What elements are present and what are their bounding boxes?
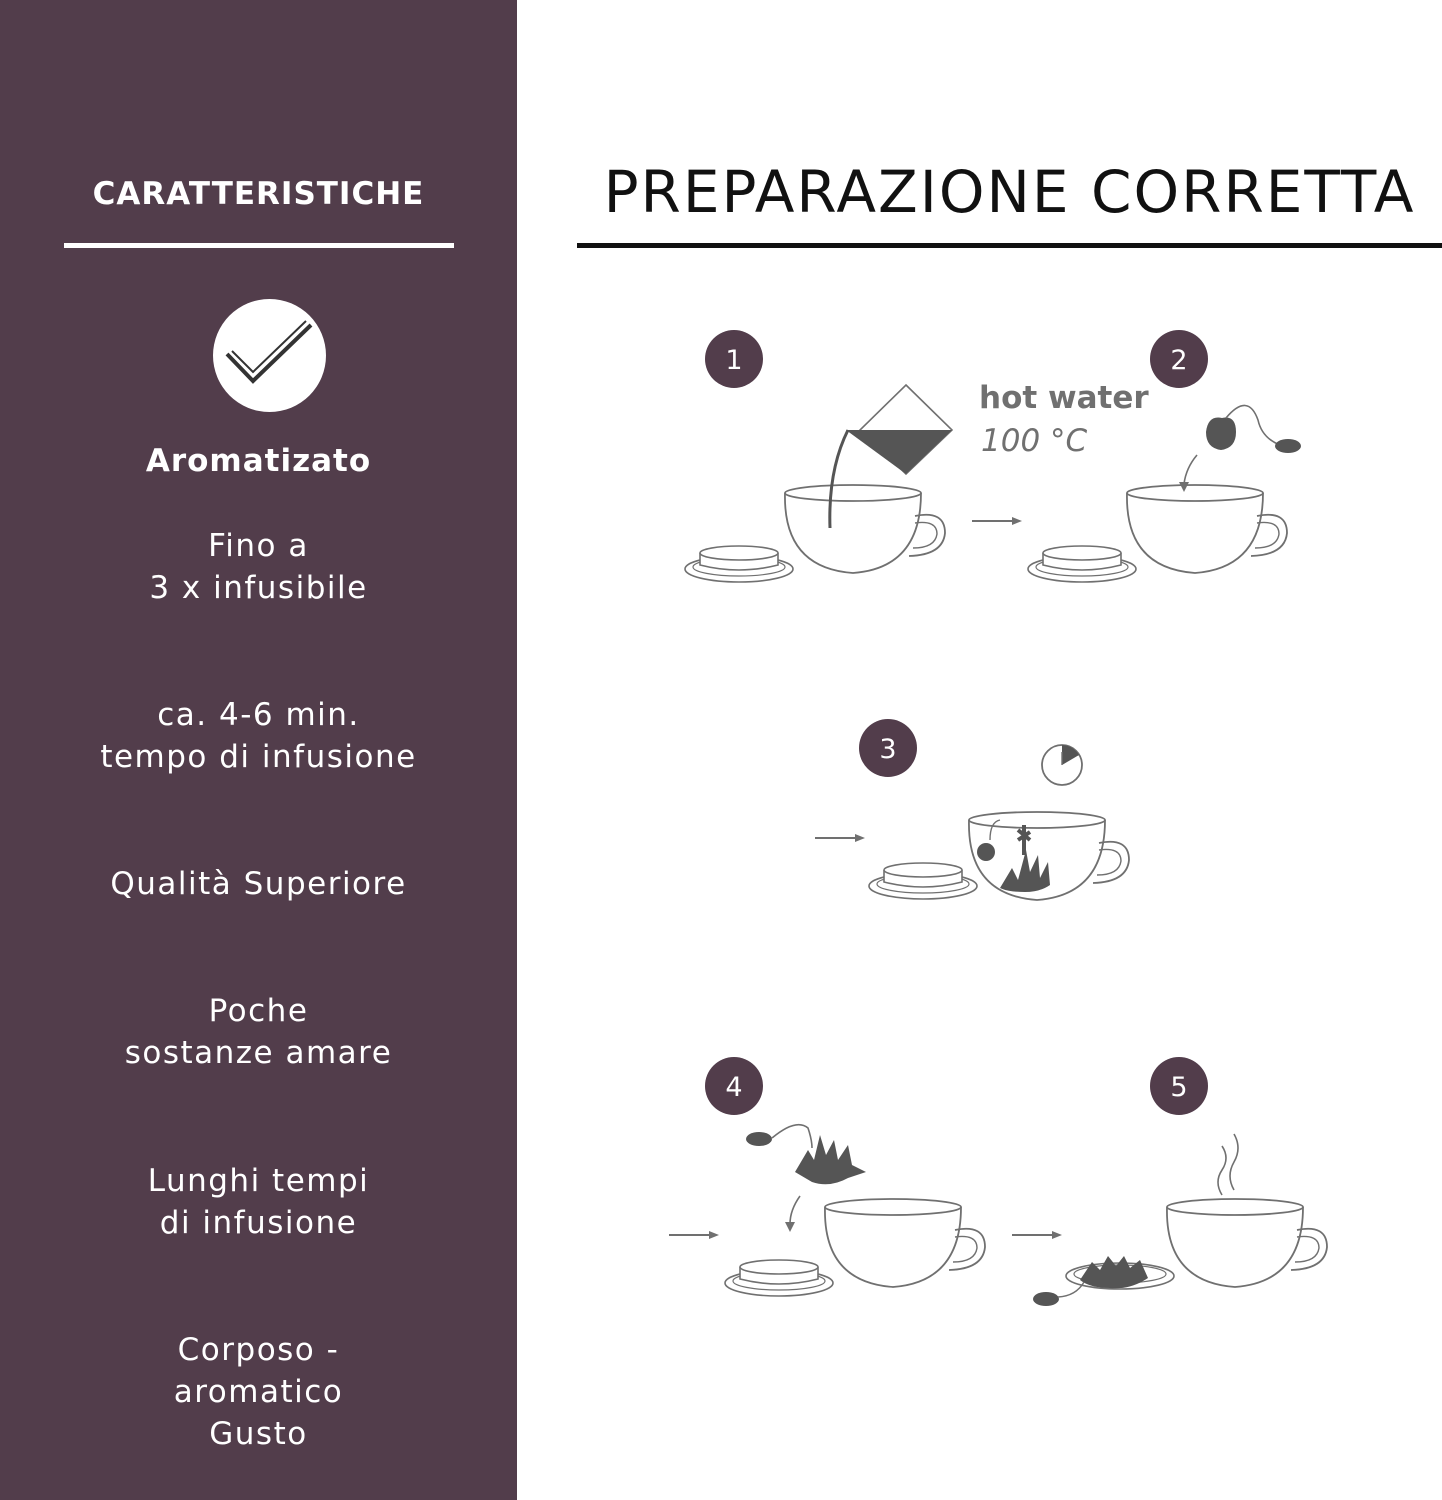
feature-line: di infusione bbox=[159, 1205, 358, 1241]
cup-icon bbox=[785, 485, 945, 573]
step-number: 2 bbox=[1170, 345, 1188, 376]
feature-line: ca. 4-6 min. bbox=[157, 697, 360, 733]
timer-icon bbox=[1042, 745, 1082, 785]
arrow-icon bbox=[1179, 455, 1197, 492]
saucer-icon bbox=[685, 546, 793, 582]
arrow-icon bbox=[669, 1231, 719, 1239]
saucer-icon bbox=[725, 1260, 833, 1296]
cup-icon bbox=[825, 1199, 985, 1287]
step-badge-1 bbox=[705, 330, 763, 388]
feature-line: Lunghi tempi bbox=[147, 1163, 370, 1199]
steam-icon bbox=[1218, 1134, 1238, 1195]
step-number: 3 bbox=[879, 734, 897, 765]
sidebar-title: CARATTERISTICHE bbox=[92, 176, 425, 212]
feature-line: Poche bbox=[208, 993, 309, 1029]
flower-tea-icon bbox=[1080, 1256, 1148, 1288]
feature-line: 3 x infusibile bbox=[149, 570, 368, 606]
tea-ball-icon bbox=[746, 1125, 812, 1148]
feature-line: Gusto bbox=[209, 1416, 308, 1452]
step-2-illustration bbox=[1028, 405, 1301, 582]
step-badge-2 bbox=[1150, 330, 1208, 388]
arrow-icon bbox=[1012, 1231, 1062, 1239]
hot-water-label: hot water bbox=[979, 380, 1149, 416]
step-4-illustration bbox=[725, 1125, 985, 1296]
feature-line: tempo di infusione bbox=[100, 739, 417, 775]
feature-line: Aromatizato bbox=[145, 443, 372, 479]
temperature-label: 100 °C bbox=[981, 423, 1088, 459]
saucer-icon bbox=[1028, 546, 1136, 582]
arrow-icon bbox=[815, 834, 865, 842]
cup-icon bbox=[1127, 485, 1287, 573]
tea-ball-icon bbox=[1033, 1282, 1084, 1306]
tea-ball-icon bbox=[1206, 405, 1301, 453]
step-5-illustration bbox=[1033, 1134, 1327, 1306]
arrow-icon bbox=[972, 517, 1022, 525]
flower-tea-icon bbox=[795, 1135, 866, 1184]
page-title: PREPARAZIONE CORRETTA bbox=[603, 158, 1416, 226]
cup-icon bbox=[1167, 1199, 1327, 1287]
saucer-icon bbox=[869, 863, 977, 899]
step-badge-5 bbox=[1150, 1057, 1208, 1115]
step-number: 5 bbox=[1170, 1072, 1188, 1103]
step-badge-4 bbox=[705, 1057, 763, 1115]
feature-line: Qualità Superiore bbox=[110, 866, 407, 902]
feature-line: Corposo - bbox=[177, 1332, 340, 1368]
step-badge-3 bbox=[859, 719, 917, 777]
arrow-icon bbox=[785, 1196, 800, 1232]
step-1-illustration bbox=[685, 385, 952, 582]
feature-line: aromatico bbox=[173, 1374, 344, 1410]
feature-line: sostanze amare bbox=[124, 1035, 393, 1071]
feature-line: Fino a bbox=[208, 528, 309, 564]
step-number: 4 bbox=[725, 1072, 743, 1103]
step-number: 1 bbox=[725, 345, 743, 376]
